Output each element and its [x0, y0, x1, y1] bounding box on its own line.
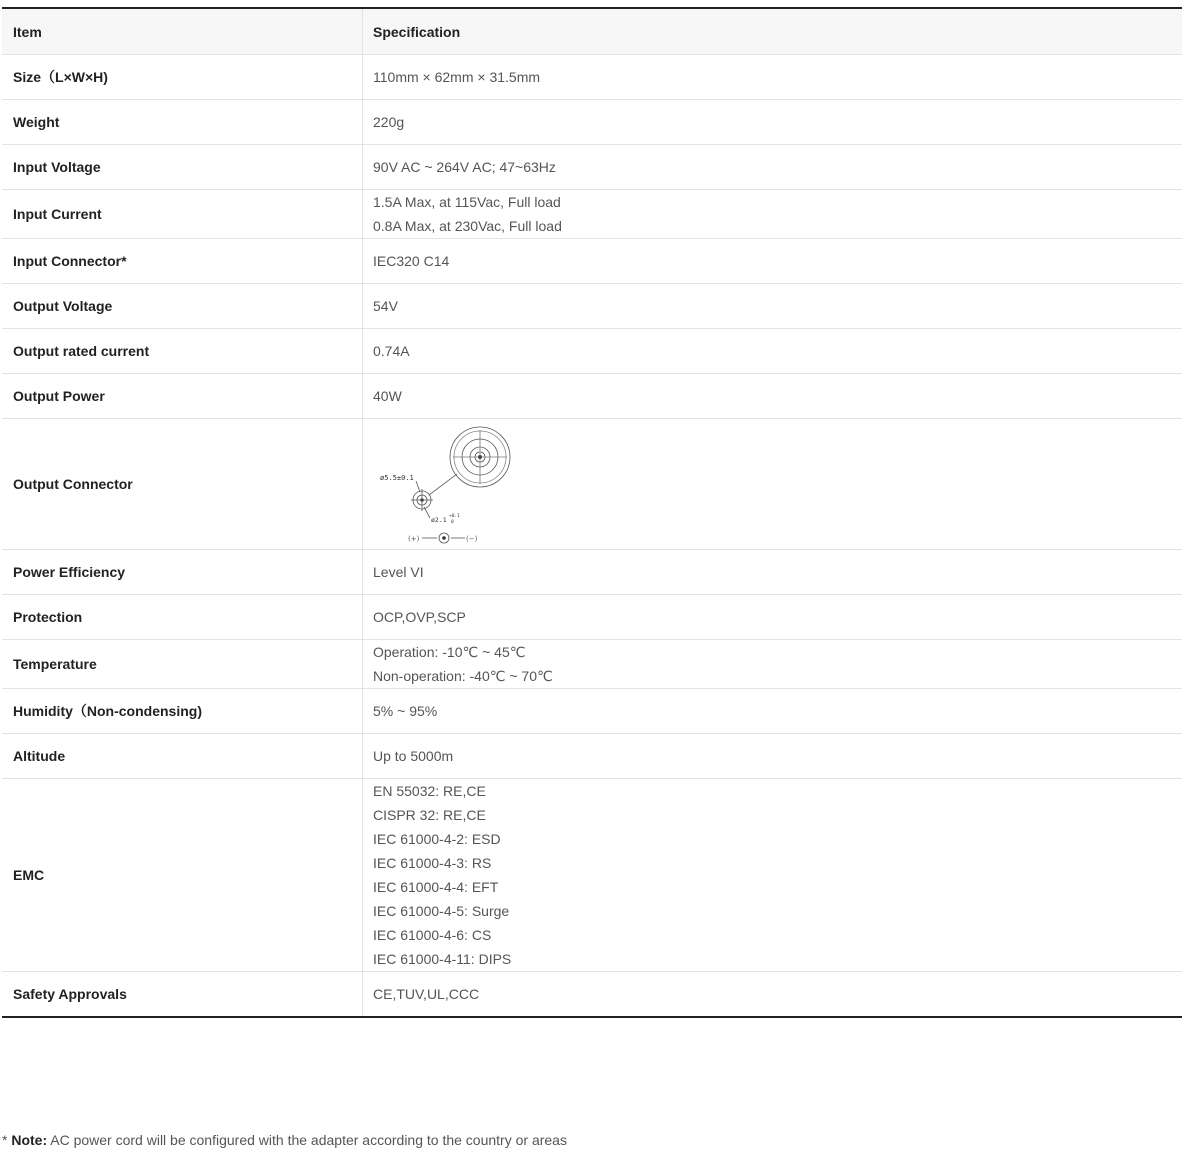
- table-row: [2, 329, 1182, 374]
- row-label: Size（L×W×H): [2, 55, 363, 100]
- row-label: Input Current: [2, 190, 363, 239]
- table-row: [2, 972, 1182, 1018]
- table-row: [2, 55, 1182, 100]
- footnote: [2, 1132, 567, 1148]
- table-row: [2, 100, 1182, 145]
- row-label: Input Connector*: [2, 239, 363, 284]
- value-line: 1.5A Max, at 115Vac, Full load: [373, 194, 561, 210]
- row-label: Humidity（Non-condensing): [2, 689, 363, 734]
- spec-table: [2, 7, 1182, 1018]
- row-value: IEC320 C14: [363, 239, 1182, 284]
- inner-diameter-label: ø2.1: [431, 516, 447, 524]
- row-value: OCP,OVP,SCP: [363, 595, 1182, 640]
- row-label: Temperature: [2, 640, 363, 689]
- footnote-label: Note:: [11, 1132, 48, 1148]
- column-header-specification: Specification: [363, 8, 1182, 55]
- table-row: [2, 550, 1182, 595]
- row-value: 54V: [363, 284, 1182, 329]
- row-label: Output Connector: [2, 419, 363, 550]
- row-value: [363, 640, 1182, 689]
- table-row: [2, 734, 1182, 779]
- value-line: IEC 61000-4-11: DIPS: [373, 951, 512, 967]
- value-line: 0.8A Max, at 230Vac, Full load: [373, 218, 562, 234]
- polarity-symbol: [408, 533, 478, 543]
- row-value: CE,TUV,UL,CCC: [363, 972, 1182, 1018]
- table-row: [2, 239, 1182, 284]
- column-header-item: Item: [2, 8, 363, 55]
- table-row: [2, 689, 1182, 734]
- table-row: [2, 190, 1182, 239]
- output-connector-diagram: [373, 419, 513, 549]
- row-label: Input Voltage: [2, 145, 363, 190]
- value-line: IEC 61000-4-5: Surge: [373, 903, 510, 919]
- row-label: Safety Approvals: [2, 972, 363, 1018]
- value-line: IEC 61000-4-4: EFT: [373, 879, 499, 895]
- row-value: Up to 5000m: [363, 734, 1182, 779]
- row-value: [363, 190, 1182, 239]
- value-line: IEC 61000-4-2: ESD: [373, 831, 501, 847]
- footnote-asterisk: *: [2, 1132, 12, 1148]
- row-label: Output rated current: [2, 329, 363, 374]
- row-label: Output Voltage: [2, 284, 363, 329]
- footnote-text: AC power cord will be configured with the adapter according to the country or areas: [47, 1132, 567, 1148]
- row-label: Power Efficiency: [2, 550, 363, 595]
- table-row: [2, 145, 1182, 190]
- table-row: [2, 595, 1182, 640]
- row-value: 5% ~ 95%: [363, 689, 1182, 734]
- table-row: [2, 284, 1182, 329]
- inner-diameter-tolerance-low: 0: [451, 520, 454, 525]
- row-label: Protection: [2, 595, 363, 640]
- polarity-plus: (+): [408, 535, 420, 543]
- row-value: [363, 419, 1182, 550]
- row-value: 110mm × 62mm × 31.5mm: [363, 55, 1182, 100]
- row-value: Level VI: [363, 550, 1182, 595]
- value-line: IEC 61000-4-3: RS: [373, 855, 492, 871]
- table-row: [2, 419, 1182, 550]
- table-row: [2, 640, 1182, 689]
- table-row: [2, 779, 1182, 972]
- value-line: Non-operation: -40℃ ~ 70℃: [373, 668, 553, 684]
- value-line: Operation: -10℃ ~ 45℃: [373, 644, 526, 660]
- outer-diameter-label: ø5.5±0.1: [380, 474, 414, 482]
- row-value: 220g: [363, 100, 1182, 145]
- row-value: 40W: [363, 374, 1182, 419]
- row-value: 90V AC ~ 264V AC; 47~63Hz: [363, 145, 1182, 190]
- row-label: EMC: [2, 779, 363, 972]
- value-line: IEC 61000-4-6: CS: [373, 927, 492, 943]
- table-header-row: [2, 8, 1182, 55]
- table-row: [2, 374, 1182, 419]
- inner-diameter-tolerance: +0.1: [449, 514, 460, 519]
- row-value: [363, 779, 1182, 972]
- value-line: EN 55032: RE,CE: [373, 783, 486, 799]
- row-label: Weight: [2, 100, 363, 145]
- polarity-minus: (−): [466, 535, 478, 543]
- row-label: Altitude: [2, 734, 363, 779]
- value-line: CISPR 32: RE,CE: [373, 807, 486, 823]
- row-label: Output Power: [2, 374, 363, 419]
- row-value: 0.74A: [363, 329, 1182, 374]
